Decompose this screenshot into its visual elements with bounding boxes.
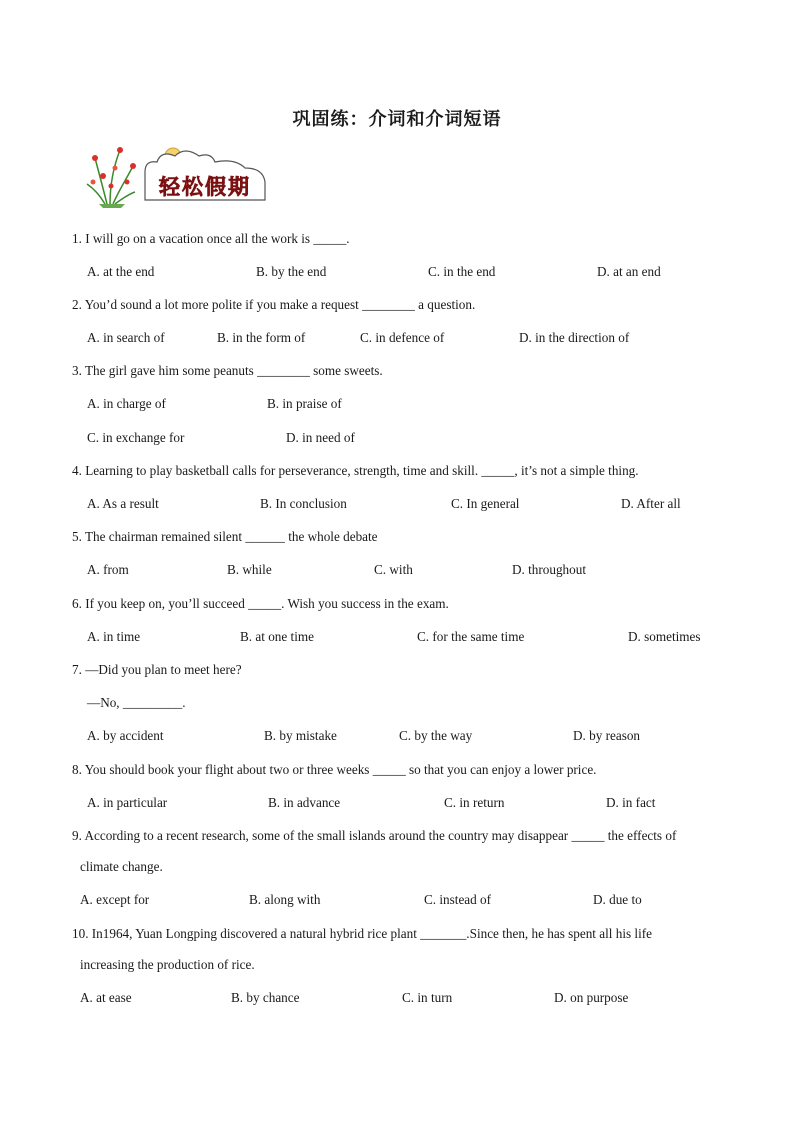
question-9-option-a: A. except for bbox=[80, 892, 150, 907]
question-10-option-d: D. on purpose bbox=[554, 990, 629, 1005]
question-9-option-d: D. due to bbox=[593, 892, 642, 907]
question-3-stem: 3. The girl gave him some peanuts ________ some sweets. bbox=[72, 363, 383, 378]
question-3-option-c: C. in exchange for bbox=[87, 430, 185, 445]
question-10-stem-continued: increasing the production of rice. bbox=[80, 957, 255, 972]
question-3-option-a: A. in charge of bbox=[87, 396, 166, 411]
question-6-option-d: D. sometimes bbox=[628, 629, 701, 644]
question-9-stem-continued: climate change. bbox=[80, 859, 163, 874]
question-8-stem: 8. You should book your flight about two or three weeks _____ so that you can enjoy a lower price. bbox=[72, 762, 597, 777]
question-1-option-d: D. at an end bbox=[597, 264, 661, 279]
question-5-option-c: C. with bbox=[374, 562, 413, 577]
question-4-option-c: C. In general bbox=[451, 496, 520, 511]
question-5-option-b: B. while bbox=[227, 562, 272, 577]
page-title: 巩固练：介词和介词短语 bbox=[292, 109, 502, 130]
question-5-stem: 5. The chairman remained silent ______ the whole debate bbox=[72, 529, 378, 544]
question-7-option-d: D. by reason bbox=[573, 728, 641, 743]
banner-text: 轻松假期 bbox=[159, 174, 251, 199]
question-7-option-b: B. by mistake bbox=[264, 728, 337, 743]
question-2-stem: 2. You’d sound a lot more polite if you make a request ________ a question. bbox=[72, 297, 476, 312]
question-4-option-a: A. As a result bbox=[87, 496, 159, 511]
question-9-option-b: B. along with bbox=[249, 892, 321, 907]
question-7-stem-continued: —No, _________. bbox=[87, 695, 186, 710]
question-1-option-c: C. in the end bbox=[428, 264, 496, 279]
question-3-option-b: B. in praise of bbox=[267, 396, 342, 411]
question-1-stem: 1. I will go on a vacation once all the work is _____. bbox=[72, 231, 350, 246]
question-4-option-b: B. In conclusion bbox=[260, 496, 347, 511]
question-10-option-c: C. in turn bbox=[402, 990, 453, 1005]
holiday-banner bbox=[85, 138, 275, 210]
question-2-option-c: C. in defence of bbox=[360, 330, 445, 345]
question-8-option-b: B. in advance bbox=[268, 795, 341, 810]
question-2-option-a: A. in search of bbox=[87, 330, 165, 345]
question-1-option-a: A. at the end bbox=[87, 264, 155, 279]
question-7-stem: 7. —Did you plan to meet here? bbox=[72, 662, 242, 677]
flower-icon bbox=[87, 147, 136, 208]
question-5-option-d: D. throughout bbox=[512, 562, 586, 577]
question-6-option-c: C. for the same time bbox=[417, 629, 525, 644]
question-6-stem: 6. If you keep on, you’ll succeed _____. Wish you success in the exam. bbox=[72, 596, 449, 611]
question-2-option-b: B. in the form of bbox=[217, 330, 306, 345]
question-10-stem: 10. In1964, Yuan Longping discovered a natural hybrid rice plant _______.Since then, he has spent all his life bbox=[72, 926, 652, 941]
question-8-option-d: D. in fact bbox=[606, 795, 656, 810]
question-10-option-b: B. by chance bbox=[231, 990, 300, 1005]
question-6-option-a: A. in time bbox=[87, 629, 141, 644]
question-1-option-b: B. by the end bbox=[256, 264, 327, 279]
question-8-option-c: C. in return bbox=[444, 795, 505, 810]
question-6-option-b: B. at one time bbox=[240, 629, 314, 644]
question-3-option-d: D. in need of bbox=[286, 430, 355, 445]
question-9-option-c: C. instead of bbox=[424, 892, 492, 907]
question-10-option-a: A. at ease bbox=[80, 990, 132, 1005]
question-4-option-d: D. After all bbox=[621, 496, 681, 511]
question-4-stem: 4. Learning to play basketball calls for perseverance, strength, time and skill. _____, it’s not a simple thing. bbox=[72, 463, 639, 478]
question-7-option-c: C. by the way bbox=[399, 728, 473, 743]
question-2-option-d: D. in the direction of bbox=[519, 330, 630, 345]
question-9-stem: 9. According to a recent research, some of the small islands around the country may disappear _____ the effects of bbox=[72, 828, 677, 843]
question-7-option-a: A. by accident bbox=[87, 728, 164, 743]
question-8-option-a: A. in particular bbox=[87, 795, 168, 810]
question-5-option-a: A. from bbox=[87, 562, 129, 577]
